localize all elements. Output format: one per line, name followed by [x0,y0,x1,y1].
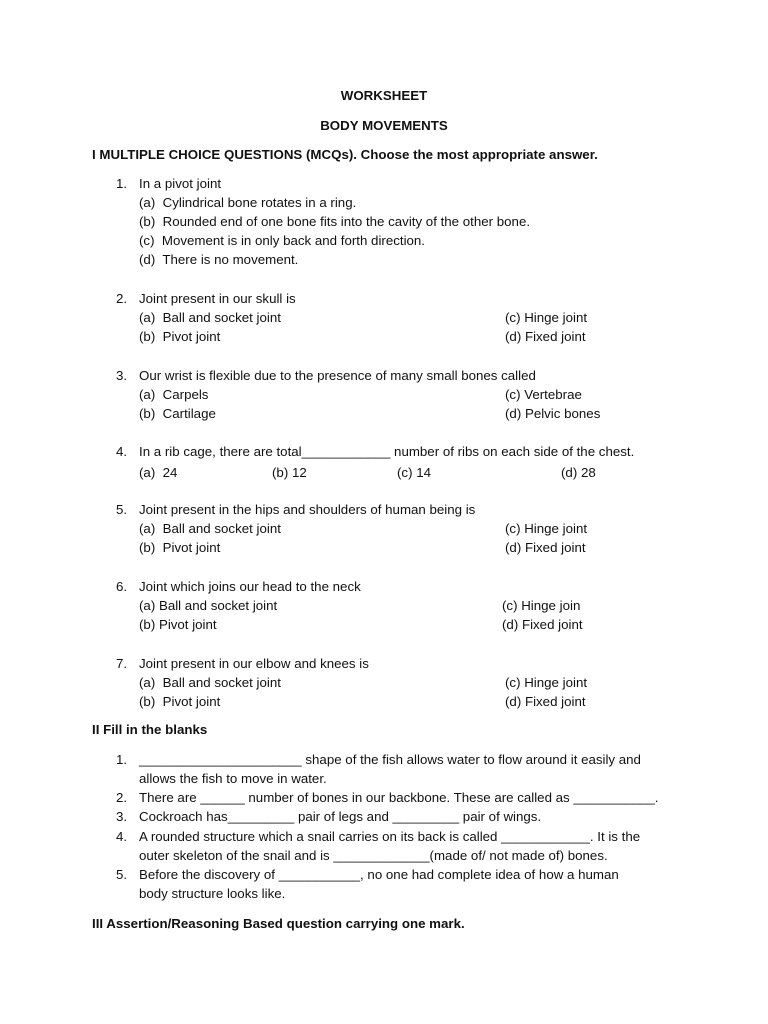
question-number: 6. [116,579,128,594]
fill-item-text: Cockroach has_________ pair of legs and _________ pair of wings. [139,809,542,824]
question-option: (c) Movement is in only back and forth direction. [139,233,426,248]
question-option: (d) Fixed joint [505,540,586,555]
fill-item-text: A rounded structure which a snail carries on its back is called ____________. It is the [139,829,641,844]
question-option: (c) Hinge join [502,598,581,613]
question-option: (c) 14 [397,465,431,480]
question-option: (a) Cylindrical bone rotates in a ring. [139,195,357,210]
fill-item-number: 3. [116,809,128,824]
question-text: Joint which joins our head to the neck [139,579,361,594]
question-option: (a) Carpels [139,387,209,402]
question-text: Joint present in our skull is [139,291,296,306]
question-option: (d) Fixed joint [502,617,583,632]
question-option: (a) Ball and socket joint [139,521,281,536]
question-option: (a) Ball and socket joint [139,598,278,613]
question-text: Our wrist is flexible due to the presence of many small bones called [139,368,536,383]
question-option: (c) Hinge joint [505,521,588,536]
question-option: (b) Pivot joint [139,694,221,709]
worksheet-title: WORKSHEET [340,88,428,103]
question-number: 7. [116,656,128,671]
fill-item-text: Before the discovery of ___________, no one had complete idea of how a human [139,867,619,882]
question-option: (d) There is no movement. [139,252,299,267]
question-option: (c) Hinge joint [505,675,588,690]
question-number: 4. [116,444,128,459]
question-option: (b) Pivot joint [139,617,217,632]
worksheet-subtitle: BODY MOVEMENTS [320,118,448,133]
question-option: (b) 12 [272,465,307,480]
question-option: (a) 24 [139,465,178,480]
fill-item-text: There are ______ number of bones in our backbone. These are called as ___________. [139,790,659,805]
section-1-heading: I MULTIPLE CHOICE QUESTIONS (MCQs). Choose the most appropriate answer. [92,147,598,162]
fill-item-text: body structure looks like. [139,886,286,901]
question-number: 1. [116,176,128,191]
fill-item-number: 4. [116,829,128,844]
fill-item-text: ______________________ shape of the fish allows water to flow around it easily and [139,752,641,767]
question-text: In a pivot joint [139,176,222,191]
question-text: Joint present in our elbow and knees is [139,656,369,671]
question-number: 3. [116,368,128,383]
fill-item-number: 2. [116,790,128,805]
question-option: (d) 28 [561,465,596,480]
question-option: (a) Ball and socket joint [139,675,281,690]
question-option: (b) Pivot joint [139,540,221,555]
question-option: (c) Hinge joint [505,310,588,325]
fill-item-text: allows the fish to move in water. [139,771,327,786]
question-number: 2. [116,291,128,306]
question-option: (b) Pivot joint [139,329,221,344]
section-3-heading: III Assertion/Reasoning Based question carrying one mark. [92,916,465,931]
section-2-heading: II Fill in the blanks [92,722,208,737]
question-option: (a) Ball and socket joint [139,310,281,325]
question-option: (b) Cartilage [139,406,216,421]
question-option: (d) Pelvic bones [505,406,601,421]
fill-item-number: 5. [116,867,128,882]
question-option: (c) Vertebrae [505,387,582,402]
question-number: 5. [116,502,128,517]
question-text: Joint present in the hips and shoulders of human being is [139,502,476,517]
fill-item-text: outer skeleton of the snail and is _____________(made of/ not made of) bones. [139,848,608,863]
question-option: (d) Fixed joint [505,329,586,344]
fill-item-number: 1. [116,752,128,767]
question-option: (d) Fixed joint [505,694,586,709]
question-text: In a rib cage, there are total____________ number of ribs on each side of the chest. [139,444,635,459]
question-option: (b) Rounded end of one bone fits into the cavity of the other bone. [139,214,531,229]
